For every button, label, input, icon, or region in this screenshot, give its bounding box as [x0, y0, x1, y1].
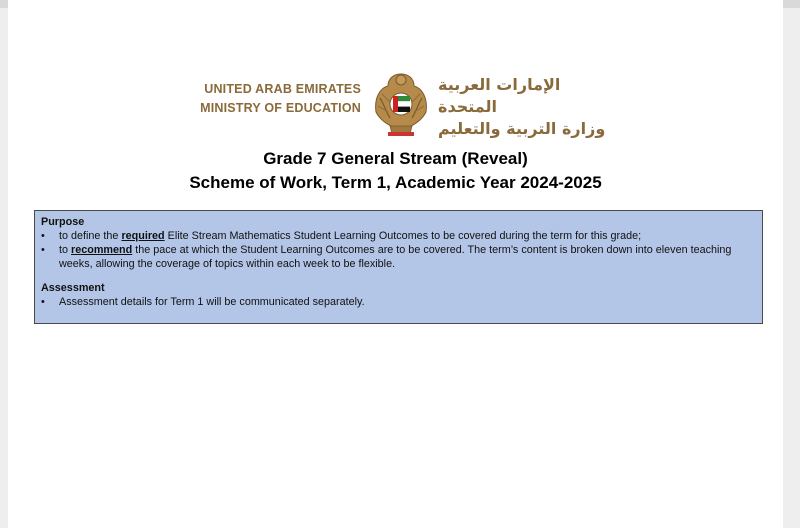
bullet-icon: • — [41, 296, 45, 308]
purpose-item-2-post: the pace at which the Student Learning Outcomes are to be covered. The term’s content is broken down into eleven teaching weeks, allowing the coverage of topics within each week to be flexible. — [59, 244, 732, 270]
purpose-item-2-pre: to — [59, 244, 72, 256]
title-line-2: Scheme of Work, Term 1, Academic Year 2024-2025 — [189, 173, 602, 192]
ministry-header — [8, 68, 783, 140]
title-line-1: Grade 7 General Stream (Reveal) — [263, 149, 528, 168]
assessment-item-1 — [41, 295, 756, 309]
document-page — [8, 0, 783, 528]
en-line-1: UNITED ARAB EMIRATES — [204, 82, 361, 96]
purpose-item-1-post: Elite Stream Mathematics Student Learning Outcomes to be covered during the term for this grade; — [164, 230, 642, 242]
purpose-item-1-emph: required — [121, 230, 165, 242]
purpose-item-1 — [41, 229, 756, 243]
ar-line-1: الإمارات العربية المتحدة — [438, 75, 561, 116]
arabic-ministry-name — [438, 74, 623, 140]
bullet-icon: • — [41, 244, 45, 256]
ar-line-2: وزارة التربية والتعليم — [438, 119, 606, 138]
purpose-item-1-pre: to define the — [59, 230, 122, 242]
english-ministry-name — [196, 80, 361, 118]
assessment-heading: Assessment — [41, 282, 105, 294]
bullet-icon: • — [41, 230, 45, 242]
uae-emblem-icon — [370, 68, 432, 140]
purpose-item-2-emph: recommend — [71, 244, 133, 256]
purpose-heading: Purpose — [41, 216, 85, 228]
en-line-2: MINISTRY OF EDUCATION — [200, 101, 361, 115]
document-title — [8, 147, 783, 195]
purpose-assessment-box — [34, 210, 763, 324]
assessment-item-1-text: Assessment details for Term 1 will be communicated separately. — [59, 296, 365, 308]
purpose-item-2 — [41, 243, 756, 271]
